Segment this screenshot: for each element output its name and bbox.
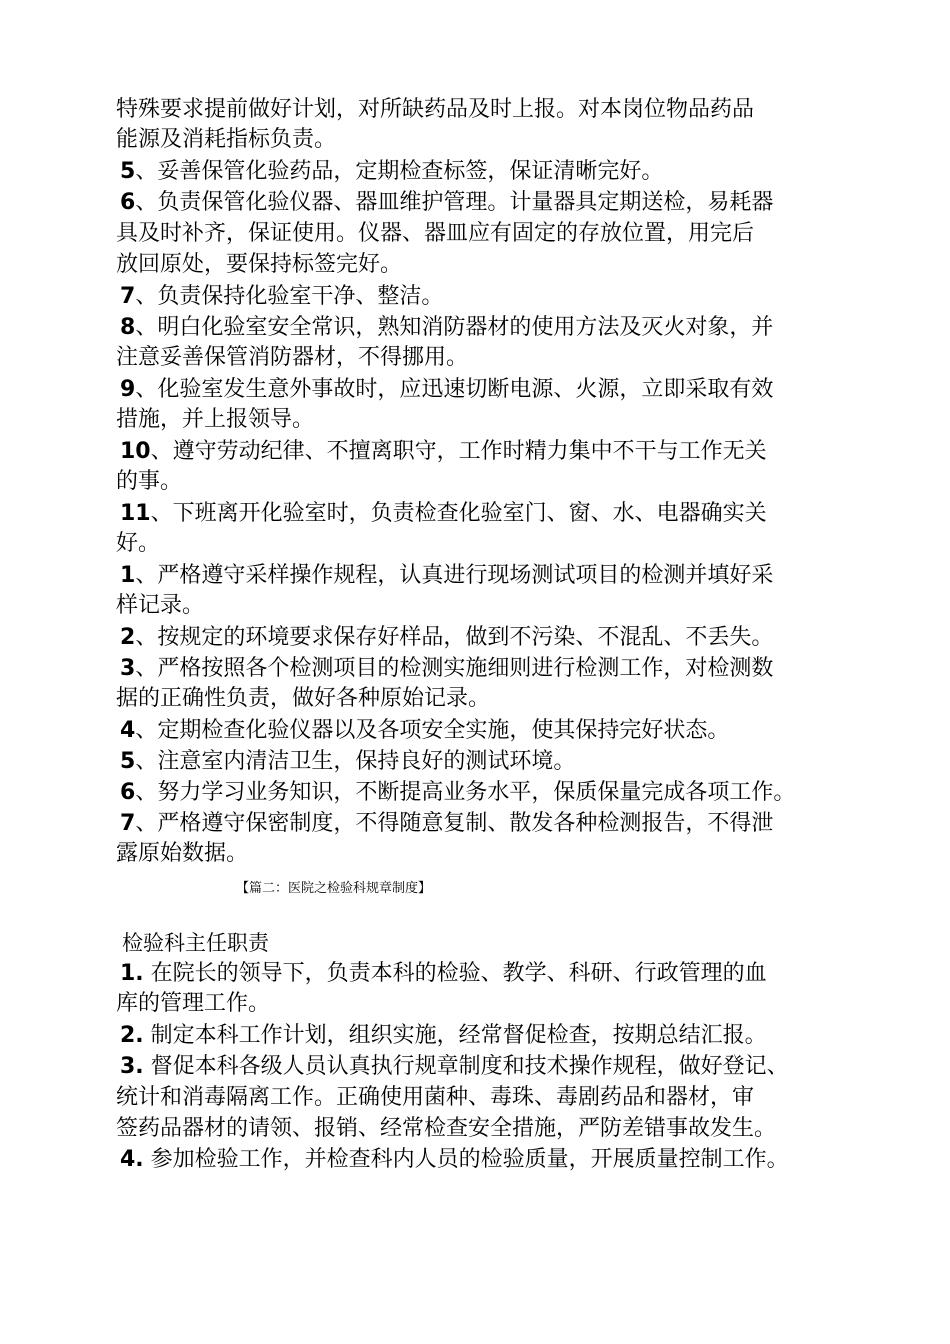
item-number: 3	[120, 656, 136, 681]
item-number: 2	[120, 625, 136, 650]
line-text: 能源及消耗指标负责。	[116, 127, 337, 152]
text-line	[120, 654, 850, 684]
item-number: 11	[120, 501, 151, 526]
line-text: 、按规定的环境要求保存好样品，做到不污染、不混乱、不丢失。	[135, 625, 774, 650]
item-number: 9	[120, 377, 136, 402]
text-line	[116, 95, 846, 125]
text-line	[116, 250, 846, 280]
text-line	[116, 989, 846, 1019]
line-text: 特殊要求提前做好计划，对所缺药品及时上报。对本岗位物品药品	[116, 97, 755, 122]
text-line	[116, 529, 846, 559]
line-text: 据的正确性负责，做好各种原始记录。	[116, 686, 491, 711]
item-number: 6	[120, 780, 136, 805]
section-title: 【篇二：医院之检验科规章制度】	[236, 881, 432, 896]
item-number: 3.	[120, 1054, 144, 1079]
line-text: 、化验室发生意外事故时，应迅速切断电源、火源，立即采取有效	[135, 377, 774, 402]
text-line	[116, 467, 846, 497]
text-line	[120, 561, 850, 591]
text-line	[120, 499, 850, 529]
line-text: 、严格遵守保密制度，不得随意复制、散发各种检测报告，不得泄	[135, 811, 774, 836]
line-text: 库的管理工作。	[116, 991, 271, 1016]
text-line	[120, 959, 850, 989]
text-line	[116, 1114, 846, 1144]
line-text: 、遵守劳动纪律、不擅离职守，工作时精力集中不干与工作无关	[150, 439, 767, 464]
item-number: 1.	[120, 961, 144, 986]
item-number: 5	[120, 159, 136, 184]
text-line	[120, 437, 850, 467]
text-line	[120, 1052, 850, 1082]
text-line	[120, 375, 850, 405]
line-text: 注意妥善保管消防器材，不得挪用。	[116, 345, 469, 370]
text-line	[120, 747, 850, 777]
text-line	[116, 839, 846, 869]
text-line	[116, 684, 846, 714]
line-text: 参加检验工作，并检查科内人员的检验质量，开展质量控制工作。	[143, 1147, 789, 1172]
line-text: 露原始数据。	[116, 841, 249, 866]
text-line	[120, 282, 850, 312]
item-number: 7	[120, 811, 136, 836]
item-number: 5	[120, 749, 136, 774]
text-line	[120, 716, 850, 746]
text-line	[120, 809, 850, 839]
line-text: 措施，并上报领导。	[116, 407, 315, 432]
text-line	[120, 313, 850, 343]
item-number: 7	[120, 284, 136, 309]
item-number: 1	[120, 563, 136, 588]
line-text: 、严格遵守采样操作规程，认真进行现场测试项目的检测并填好采	[135, 563, 774, 588]
item-number: 8	[120, 315, 136, 340]
item-number: 10	[120, 439, 151, 464]
text-line	[116, 405, 846, 435]
line-text: 好。	[116, 531, 161, 556]
line-text: 、明白化验室安全常识，熟知消防器材的使用方法及灭火对象，并	[135, 315, 774, 340]
text-line	[120, 1021, 850, 1051]
text-line	[120, 157, 850, 187]
text-line	[120, 623, 850, 653]
text-line	[116, 219, 846, 249]
item-number: 4.	[120, 1147, 144, 1172]
line-text: 制定本科工作计划，组织实施，经常督促检查，按期总结汇报。	[143, 1023, 767, 1048]
line-text: 、妥善保管化验药品，定期检查标签，保证清晰完好。	[135, 159, 664, 184]
line-text: 、注意室内清洁卫生，保持良好的测试环境。	[135, 749, 576, 774]
line-text: 具及时补齐，保证使用。仪器、器皿应有固定的存放位置，用完后	[116, 221, 755, 246]
line-text: 、负责保管化验仪器、器皿维护管理。计量器具定期送检，易耗器	[135, 190, 774, 215]
item-number: 6	[120, 190, 136, 215]
text-line	[116, 1083, 846, 1113]
text-line	[120, 188, 850, 218]
line-text: 督促本科各级人员认真执行规章制度和技术操作规程，做好登记、	[143, 1054, 789, 1079]
line-text: 在院长的领导下，负责本科的检验、教学、科研、行政管理的血	[143, 961, 767, 986]
text-line	[116, 591, 846, 621]
line-text: 、定期检查化验仪器以及各项安全实施，使其保持完好状态。	[135, 718, 730, 743]
line-text: 统计和消毒隔离工作。正确使用菌种、毒珠、毒剧药品和器材，审	[116, 1085, 755, 1110]
line-text: 签药品器材的请领、报销、经常检查安全措施，严防差错事故发生。	[116, 1116, 777, 1141]
text-line	[120, 1145, 850, 1175]
text-line	[120, 778, 850, 808]
line-text: 、努力学习业务知识，不断提高业务水平，保质保量完成各项工作。	[135, 780, 796, 805]
sub-heading: 检验科主任职责	[122, 931, 269, 955]
item-number: 2.	[120, 1023, 144, 1048]
line-text: 的事。	[116, 469, 183, 494]
line-text: 、严格按照各个检测项目的检测实施细则进行检测工作，对检测数	[135, 656, 774, 681]
line-text: 放回原处，要保持标签完好。	[116, 252, 403, 277]
item-number: 4	[120, 718, 136, 743]
line-text: 、下班离开化验室时，负责检查化验室门、窗、水、电器确实关	[150, 501, 767, 526]
line-text: 样记录。	[116, 593, 205, 618]
text-line	[116, 343, 846, 373]
line-text: 、负责保持化验室干净、整洁。	[135, 284, 444, 309]
text-line	[116, 125, 846, 155]
